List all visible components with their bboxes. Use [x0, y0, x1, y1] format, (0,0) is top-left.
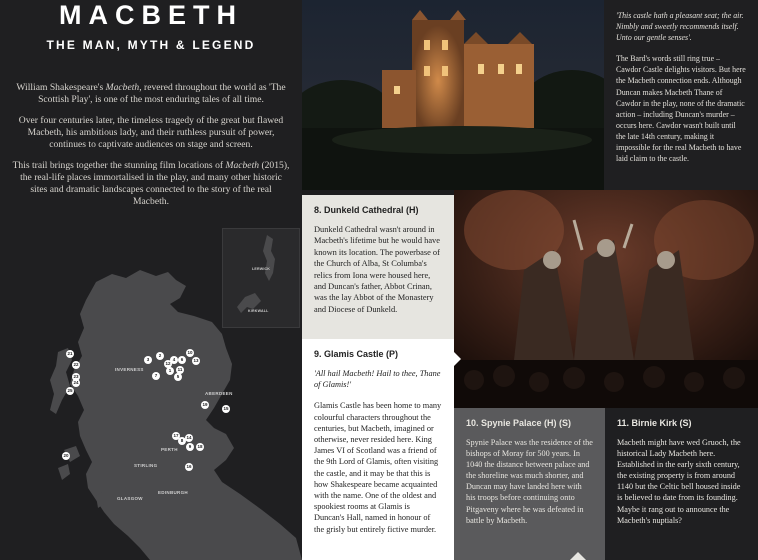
map-pin[interactable]: 16 — [186, 464, 192, 469]
page-subtitle: THE MAN, MYTH & LEGEND — [46, 38, 256, 52]
spynie-body: Spynie Palace was the residence of the bishops of Moray for 500 years. In 1040 the distance between palace and the shoreline was much shorter, and Duncan may have landed here with his troops before continuing onto Pitgaveny where he was defeated in battle by Macbeth. — [466, 438, 593, 525]
birnie-heading: 11. Birnie Kirk (S) — [617, 418, 692, 428]
town-label-inverness: INVERNESS — [115, 367, 144, 372]
map-pin[interactable]: 22 — [73, 362, 79, 367]
map-pin[interactable]: 6 — [178, 356, 186, 364]
intro-text — [12, 82, 290, 217]
town-label-glasgow: GLASGOW — [117, 496, 143, 501]
map-pin[interactable]: 17 — [173, 433, 179, 438]
dunkeld-cathedral-panel — [302, 195, 454, 339]
town-label-edinburgh: EDINBURGH — [158, 490, 188, 495]
map-pin[interactable]: 3 — [144, 356, 152, 364]
map-pin[interactable]: 19 — [202, 402, 208, 407]
intro-paragraph-3: This trail brings together the stunning film locations of Macbeth (2015), the real-life places immortalised in the play, and many other historic sites and dramatic landscapes connected to the story of the real Macbeth. — [12, 160, 290, 207]
inset-label-lerwick: LERWICK — [252, 267, 271, 271]
map-pin[interactable]: 20 — [63, 453, 69, 458]
cawdor-body: The Bard's words still ring true – Cawdor Castle delights visitors. But here the Macbeth connection ends. Although Duncan makes Macbeth Thane of Cawdor in the play, none of the dramatic action – including Duncan's murder – occurs here. Cawdor wasn't built until the late 14th century, making it impossible for the real Macbeth to have laid claim to the castle. — [616, 54, 746, 164]
glamis-body: Glamis Castle has been home to many colourful characters throughout the centuries, but Macbeth, imagined or otherwise, never resided here. King James VI of Scotland was a friend of the 9th Lord of Glamis, often visiting the castle, and it may be that this is how Shakespeare became acquainted with the name. One of the oldest and spookiest rooms at Glamis is Duncan's Hall, named in honour of the grisly but entirely fictive murder. — [314, 401, 442, 534]
northern-isles-inset — [222, 228, 300, 328]
bottom-pointer — [570, 552, 586, 560]
intro-paragraph-2: Over four centuries later, the timeless tragedy of the great but flawed Macbeth, his ambitious lady, and their ruthless pursuit of power, continues to captivate audiences on stage and screen. — [18, 115, 284, 150]
map-pin[interactable]: 2 — [156, 352, 164, 360]
cawdor-castle-panel — [604, 0, 758, 190]
islay-shape — [58, 464, 70, 480]
map-pin[interactable]: 10 — [187, 350, 193, 355]
map-pin[interactable]: 18 — [197, 444, 203, 449]
map-pin[interactable]: 4 — [170, 356, 178, 364]
cawdor-quote: 'This castle hath a pleasant seat; the air. Nimbly and sweetly recommends itself. Unto our gentle senses'. — [616, 11, 744, 43]
page-title: MACBETH — [59, 0, 243, 30]
birnie-body: Macbeth might have wed Gruoch, the historical Lady Macbeth here. Established in the early sixth century, the existing property is from around 1140 but the Celtic bell housed inside is believed to date from its founding. Maybe it rang out to announce the Macbeth's nuptials? — [617, 438, 741, 525]
map-pin[interactable]: 13 — [193, 358, 199, 363]
glamis-quote: 'All hail Macbeth! Hail to thee, Thane of Glamis!' — [314, 369, 441, 390]
northern-isles-map — [223, 229, 301, 329]
inset-label-kirkwall: KIRKWALL — [248, 309, 269, 313]
town-label-perth: PERTH — [161, 447, 178, 452]
map-pin[interactable]: 12 — [165, 361, 171, 366]
intro-panel — [0, 0, 302, 560]
map-pin[interactable]: 1 — [166, 367, 174, 375]
map-pin[interactable]: 14 — [186, 435, 192, 440]
spynie-palace-panel — [454, 408, 605, 560]
town-label-stirling: STIRLING — [134, 463, 158, 468]
town-label-aberdeen: ABERDEEN — [205, 391, 233, 396]
map-pin[interactable]: 24 — [73, 380, 79, 385]
cawdor-castle-photo — [302, 0, 604, 190]
shetland-shape — [263, 235, 275, 281]
birnie-kirk-panel — [605, 408, 758, 560]
map-pin[interactable]: 9 — [186, 443, 194, 451]
map-pin[interactable]: 5 — [174, 373, 182, 381]
glamis-castle-panel — [302, 339, 454, 560]
spynie-heading: 10. Spynie Palace (H) (S) — [466, 418, 572, 428]
map-pin[interactable]: 21 — [67, 351, 73, 356]
map-pin[interactable]: 8 — [178, 437, 186, 445]
dunkeld-heading: 8. Dunkeld Cathedral (H) — [314, 205, 419, 215]
glamis-heading: 9. Glamis Castle (P) — [314, 349, 399, 359]
map-pin[interactable]: 25 — [67, 388, 73, 393]
map-pin[interactable]: 23 — [73, 374, 79, 379]
intro-paragraph-1: William Shakespeare's Macbeth, revered throughout the world as 'The Scottish Play', is one of the most enduring tales of all time. — [16, 82, 286, 105]
dunkeld-body: Dunkeld Cathedral wasn't around in Macbeth's lifetime but he would have known its location. The powerbase of the Church of Alba, St Columba's relics from Iona were housed here, and Duncan's father, Abbot Crinan, was the lay Abbot of the Monastery and Diocese of Dunkeld. — [314, 225, 440, 314]
map-pin[interactable]: 7 — [152, 372, 160, 380]
glamis-pointer — [453, 351, 461, 367]
map-pin[interactable]: 15 — [223, 406, 229, 411]
witches-stage-photo — [454, 190, 758, 408]
map-pin[interactable]: 11 — [177, 367, 183, 372]
